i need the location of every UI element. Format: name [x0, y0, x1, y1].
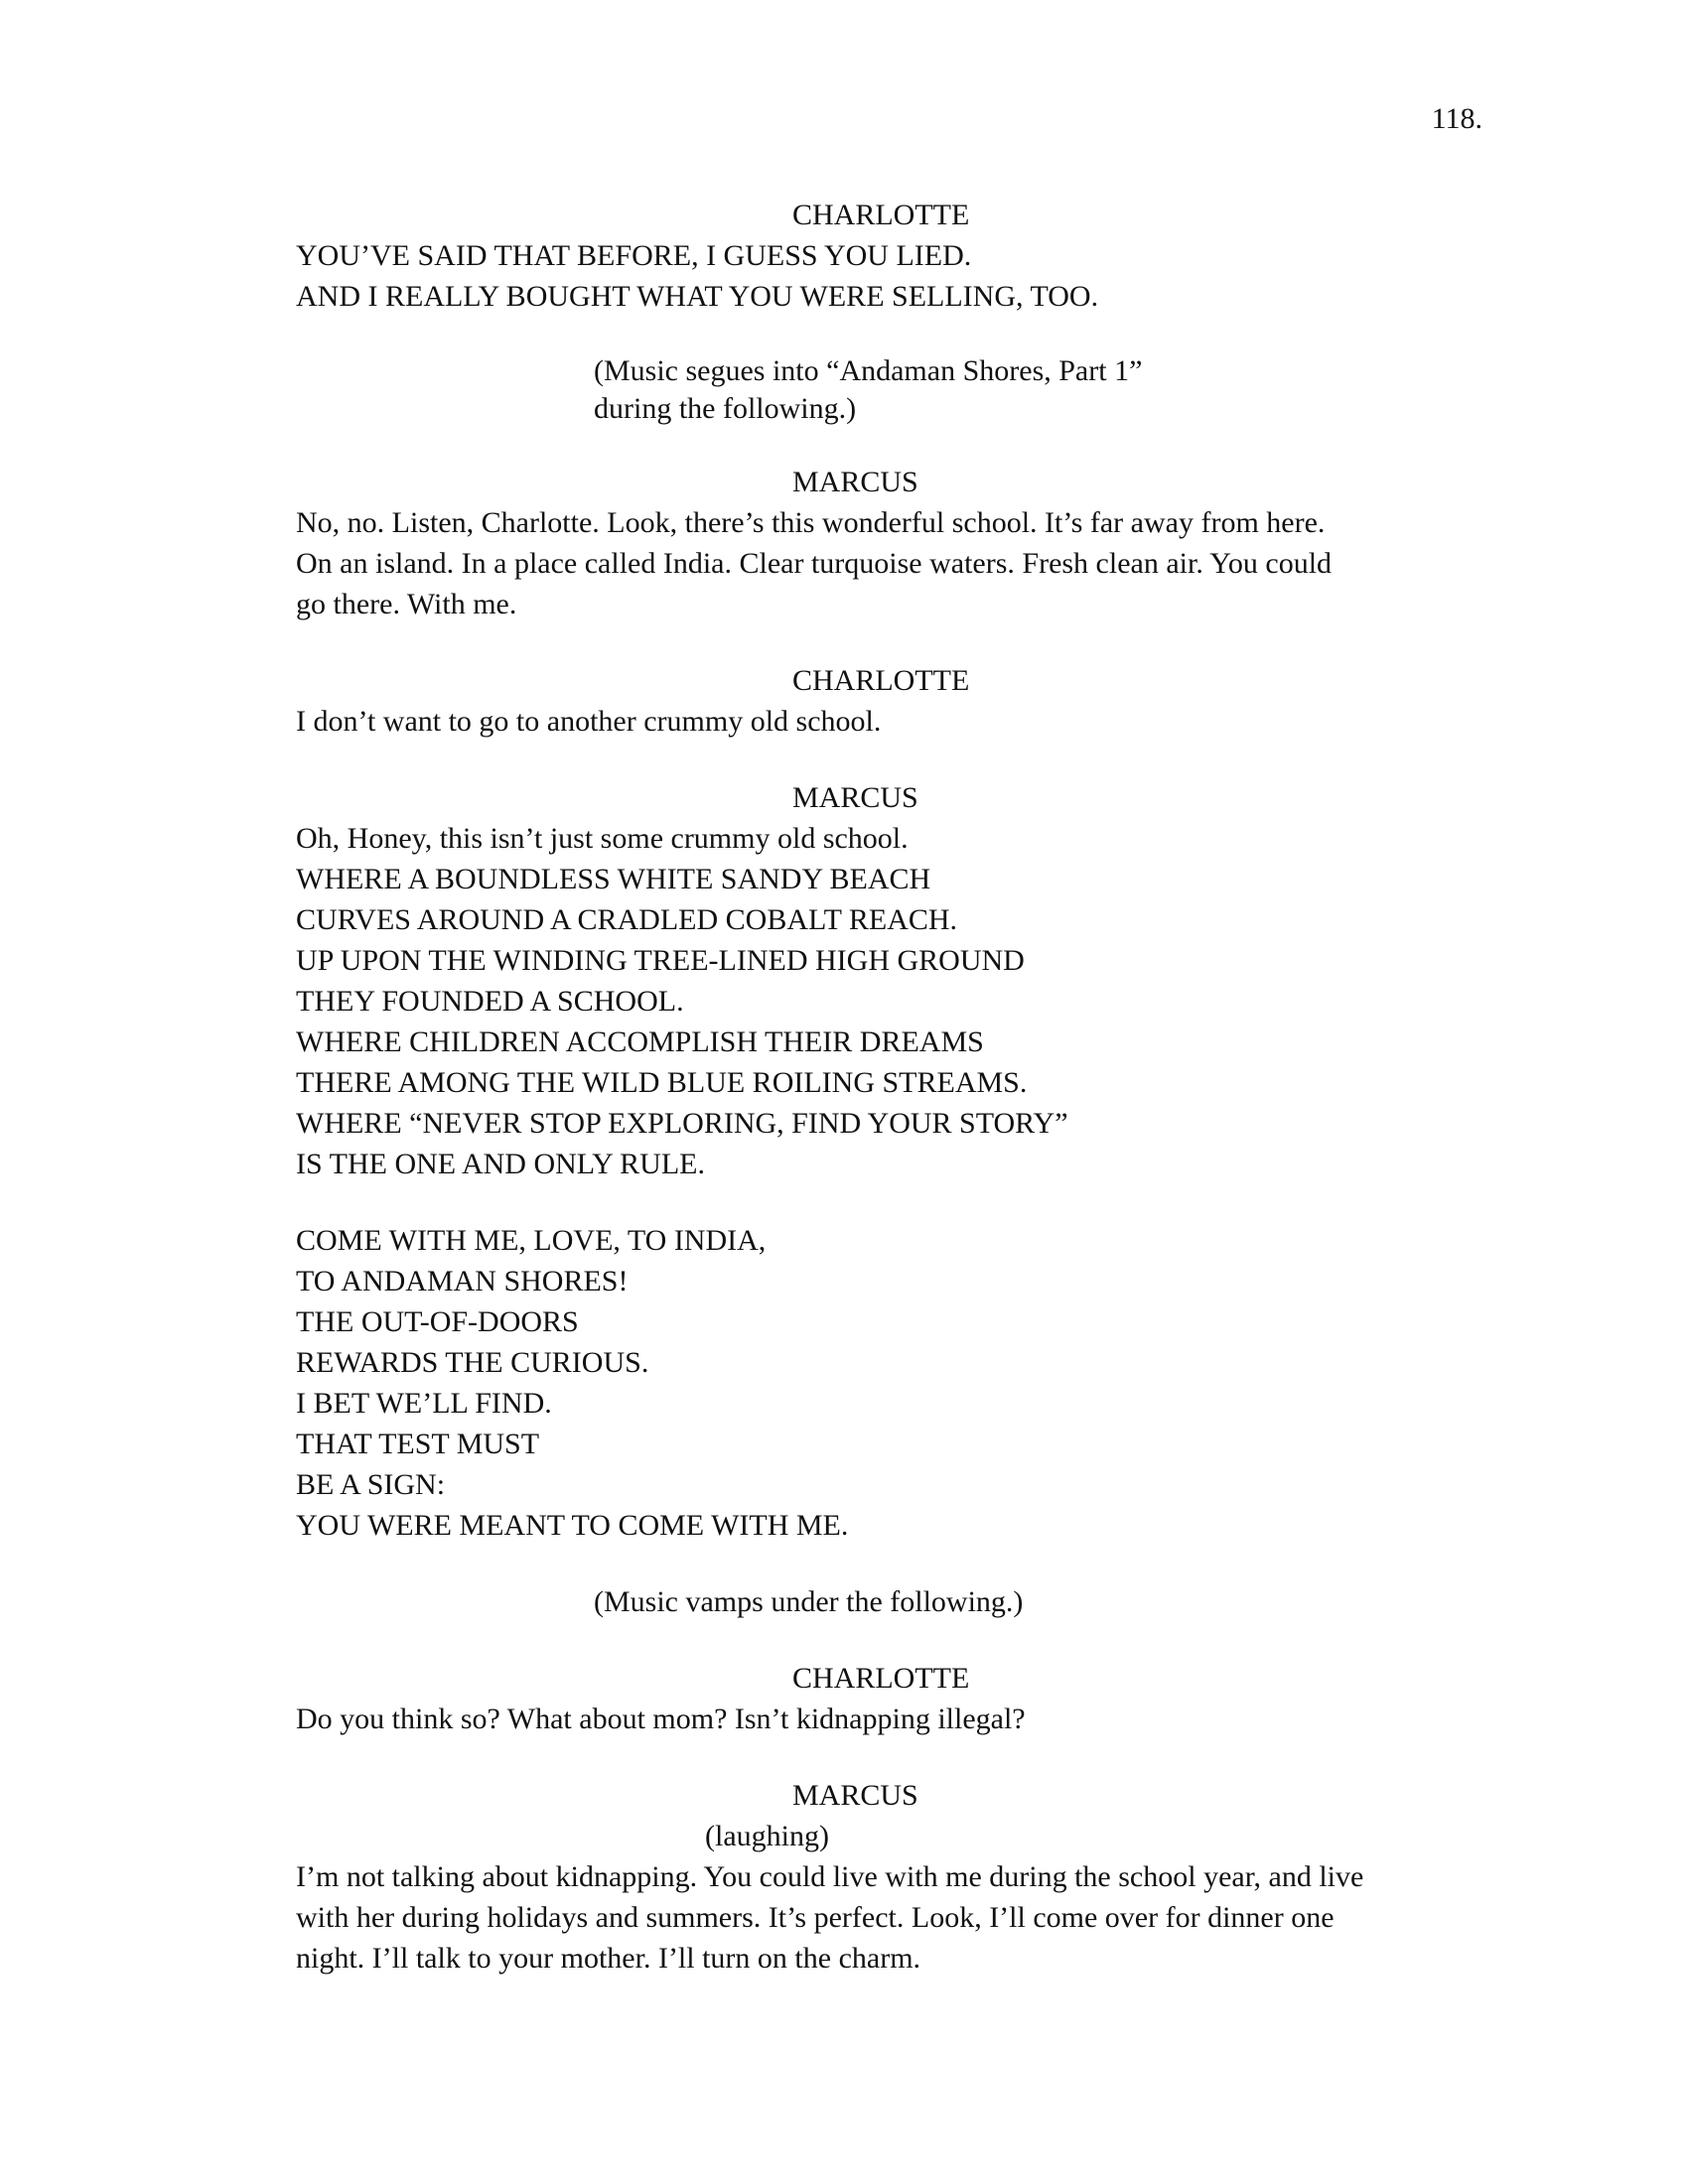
lyric-line: CURVES AROUND A CRADLED COBALT REACH.: [296, 903, 958, 936]
lyric-line: IS THE ONE AND ONLY RULE.: [296, 1148, 705, 1180]
spacer: [296, 1184, 1487, 1220]
parenthetical: (laughing): [705, 1820, 829, 1852]
dialogue-line: Do you think so? What about mom? Isn’t kidnapping illegal?: [296, 1703, 1026, 1735]
script-body: [296, 195, 1487, 1979]
spacer: [296, 742, 1487, 777]
character-name: CHARLOTTE: [792, 664, 970, 697]
lyric-line: I BET WE’LL FIND.: [296, 1387, 552, 1420]
lyric-line: TO ANDAMAN SHORES!: [296, 1265, 629, 1297]
spacer: [296, 624, 1487, 660]
lyric-line: BE A SIGN:: [296, 1468, 446, 1501]
character-name: MARCUS: [792, 466, 918, 498]
lyric-line: THERE AMONG THE WILD BLUE ROILING STREAMS.: [296, 1066, 1028, 1099]
lyric-line: THAT TEST MUST: [296, 1428, 540, 1460]
dialogue-block: [296, 1658, 1487, 1739]
character-name: MARCUS: [792, 781, 918, 814]
spacer: [296, 1622, 1487, 1658]
stage-direction-line: (Music vamps under the following.): [594, 1585, 1024, 1618]
lyric-line: THE OUT-OF-DOORS: [296, 1305, 579, 1338]
character-name: CHARLOTTE: [792, 199, 970, 231]
lyric-line: UP UPON THE WINDING TREE-LINED HIGH GROUND: [296, 944, 1025, 977]
lyric-verse: [296, 1220, 1487, 1546]
dialogue-block: [296, 1775, 1487, 1979]
stage-direction: [296, 1581, 1487, 1622]
stage-direction: [296, 352, 1487, 428]
dialogue-block: [296, 777, 1487, 1184]
dialogue-block: [296, 660, 1487, 742]
character-name: CHARLOTTE: [792, 1662, 970, 1695]
dialogue-block: [296, 195, 1487, 317]
dialogue-line: I don’t want to go to another crummy old school.: [296, 705, 882, 738]
lyric-line: THEY FOUNDED A SCHOOL.: [296, 985, 684, 1018]
dialogue-line: night. I’ll talk to your mother. I’ll turn on the charm.: [296, 1942, 921, 1975]
dialogue-line: Oh, Honey, this isn’t just some crummy old school.: [296, 822, 909, 855]
dialogue-line: On an island. In a place called India. Clear turquoise waters. Fresh clean air. You could: [296, 547, 1333, 580]
character-name: MARCUS: [792, 1779, 918, 1812]
lyric-line: WHERE A BOUNDLESS WHITE SANDY BEACH: [296, 863, 931, 895]
stage-direction-line: (Music segues into “Andaman Shores, Part 1”: [594, 354, 1143, 387]
spacer: [296, 1739, 1487, 1775]
dialogue-line: No, no. Listen, Charlotte. Look, there’s this wonderful school. It’s far away from here.: [296, 506, 1326, 539]
lyric-line: WHERE CHILDREN ACCOMPLISH THEIR DREAMS: [296, 1025, 984, 1058]
spacer: [296, 428, 1487, 462]
dialogue-line: with her during holidays and summers. It’s perfect. Look, I’ll come over for dinner one: [296, 1901, 1335, 1934]
dialogue-line: YOU’VE SAID THAT BEFORE, I GUESS YOU LIED.: [296, 239, 972, 272]
page-number: 118.: [1431, 102, 1482, 135]
lyric-line: COME WITH ME, LOVE, TO INDIA,: [296, 1224, 767, 1257]
lyric-line: REWARDS THE CURIOUS.: [296, 1346, 649, 1379]
dialogue-block: [296, 462, 1487, 624]
dialogue-line: I’m not talking about kidnapping. You could live with me during the school year, and live: [296, 1860, 1364, 1893]
dialogue-line: AND I REALLY BOUGHT WHAT YOU WERE SELLING, TOO.: [296, 280, 1099, 313]
dialogue-line: go there. With me.: [296, 588, 517, 620]
lyric-line: WHERE “NEVER STOP EXPLORING, FIND YOUR STORY”: [296, 1107, 1068, 1140]
spacer: [296, 317, 1487, 352]
stage-direction-line: during the following.): [594, 392, 857, 425]
spacer: [296, 1546, 1487, 1581]
lyric-line: YOU WERE MEANT TO COME WITH ME.: [296, 1509, 849, 1542]
